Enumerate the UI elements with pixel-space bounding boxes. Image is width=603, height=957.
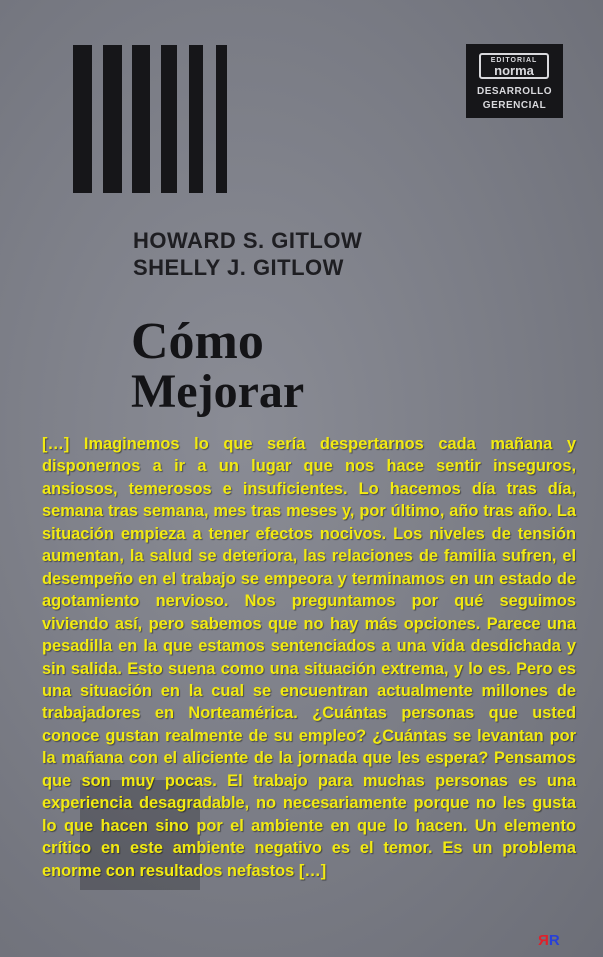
author-1: HOWARD S. GITLOW [133, 228, 363, 253]
signature-letter-right: R [548, 932, 560, 949]
signature-tag [538, 932, 560, 949]
publisher-logo-box [479, 53, 549, 79]
book-title-line1: Cómo [131, 313, 264, 370]
cover-stripe [132, 45, 150, 193]
publisher-series-line2: GERENCIAL [482, 100, 547, 111]
cover-stripe [73, 45, 92, 193]
publisher-logo [466, 44, 563, 118]
excerpt-text: […] Imaginemos lo que sería despertarnos cada mañana y disponernos a ir a un lugar que nos hace sentir inseguros, ansiosos, temerosos e insuficientes. Lo hacemos día tras día, semana tras semana, mes tras meses y, por último, año tras año. La situación empieza a tener efectos nocivos. Los niveles de tensión aumentan, la salud se deteriora, las relaciones de familia sufren, el desempeño en el trabajo se empeora y terminamos en un estado de agotamiento nervioso. Nos preguntamos por qué seguimos viviendo así, pero sabemos que no hay más opciones. Parece una pesadilla en la que estamos sentenciados a una vida desdichada y sin salida. Esto suena como una situación extrema, y lo es. Pero es una situación en la cual se encuentran actualmente millones de trabajadores en Norteamérica. ¿Cuántas personas que usted conoce gustan realmente de su empleo? ¿Cuántas se levantan por la mañana con el aliciente de la jornada que les espera? Pensamos que son muy pocas. El trabajo para muchas personas es una experiencia desagradable, no necesariamente porque no les gusta lo que hacen sino por el ambiente en que lo hacen. Un elemento crítico en este ambiente negativo es el temor. Es un problema enorme con resultados nefastos […] [42, 435, 576, 880]
cover-stripe [216, 45, 227, 193]
cover-stripe [161, 45, 177, 193]
cover-stripe [189, 45, 203, 193]
cover-stripe [103, 45, 122, 193]
publisher-brand: norma [494, 63, 534, 78]
book-title-line2: Mejorar [131, 365, 305, 418]
publisher-series-line1: DESARROLLO [477, 86, 552, 97]
author-2: SHELLY J. GITLOW [133, 255, 344, 280]
publisher-top: EDITORIAL [490, 57, 538, 64]
signature-letter-left: R [538, 932, 549, 949]
